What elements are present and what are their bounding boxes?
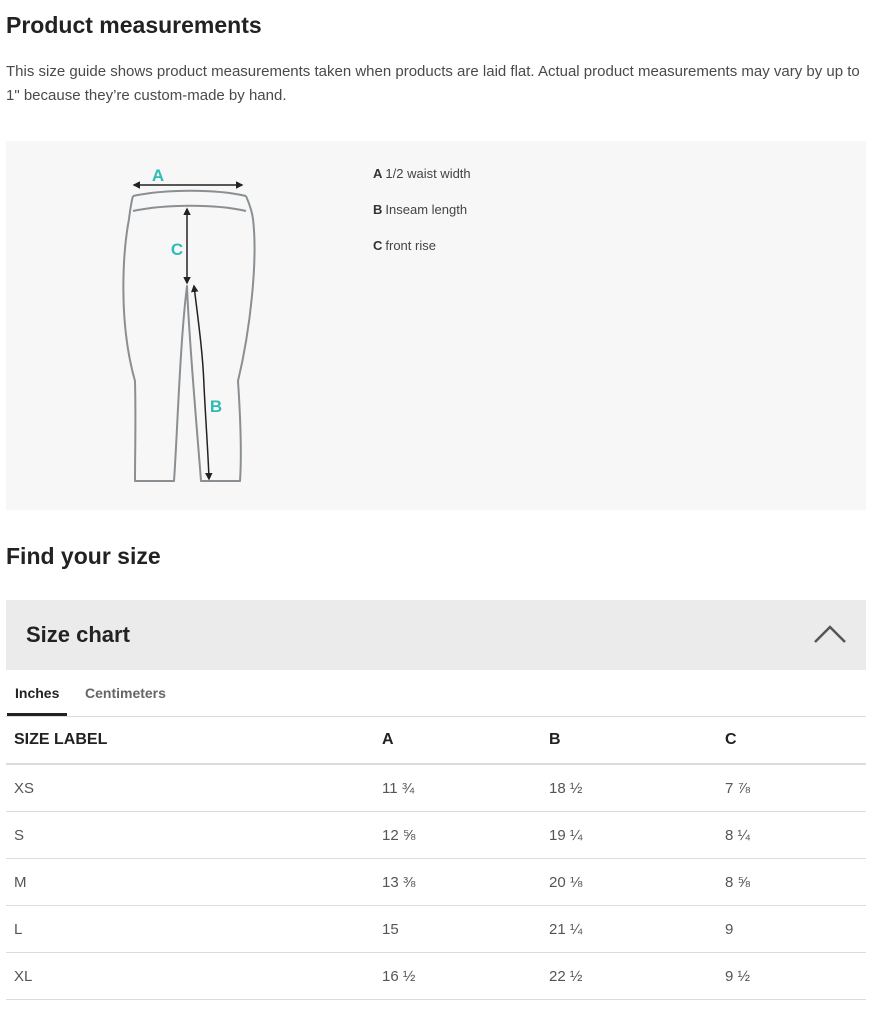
tab-inches[interactable]: Inches: [15, 685, 60, 701]
size-chart-accordion-header[interactable]: [6, 600, 866, 670]
leggings-outline-icon: [6, 141, 366, 510]
cell-c: 7 ⅞: [725, 764, 866, 812]
cell-c: 8 ¼: [725, 812, 866, 859]
find-size-title: Find your size: [6, 543, 161, 569]
table-row: [6, 906, 866, 953]
active-tab-indicator: [7, 713, 67, 716]
table-row: [6, 812, 866, 859]
measurement-legend: [373, 165, 471, 273]
page-title: Product measurements: [6, 12, 262, 38]
cell-c: 8 ⅝: [725, 859, 866, 906]
cell-size: XS: [6, 764, 382, 812]
size-table: [6, 717, 866, 1000]
cell-size: L: [6, 906, 382, 953]
cell-b: 19 ¼: [549, 812, 725, 859]
header-size-label: SIZE LABEL: [6, 717, 382, 764]
cell-b: 22 ½: [549, 953, 725, 1000]
cell-a: 16 ½: [382, 953, 549, 1000]
tab-centimeters[interactable]: Centimeters: [85, 685, 166, 701]
legend-item-b: [373, 201, 471, 237]
cell-c: 9 ½: [725, 953, 866, 1000]
legend-label-b: Inseam length: [385, 202, 468, 217]
cell-size: XL: [6, 953, 382, 1000]
cell-b: 18 ½: [549, 764, 725, 812]
size-chart-title: Size chart: [26, 622, 130, 647]
legend-label-c: front rise: [385, 238, 436, 253]
legend-key-a: A: [373, 166, 383, 181]
label-b: B: [209, 397, 223, 416]
cell-a: 13 ⅜: [382, 859, 549, 906]
intro-text: This size guide shows product measurements taken when products are laid flat. Actual product measurements may vary by up to 1" because they’re custom-made by hand.: [6, 63, 860, 104]
legend-label-a: 1/2 waist width: [385, 166, 471, 181]
cell-b: 21 ¼: [549, 906, 725, 953]
legend-key-c: C: [373, 238, 383, 253]
label-c: C: [170, 240, 184, 259]
legend-item-a: [373, 165, 471, 201]
table-header-row: [6, 717, 866, 764]
header-c: C: [725, 717, 866, 764]
label-a: A: [151, 166, 165, 185]
cell-a: 11 ¾: [382, 764, 549, 812]
table-row: [6, 859, 866, 906]
cell-b: 20 ⅛: [549, 859, 725, 906]
cell-c: 9: [725, 906, 866, 953]
header-a: A: [382, 717, 549, 764]
cell-a: 12 ⅝: [382, 812, 549, 859]
cell-size: M: [6, 859, 382, 906]
table-row: [6, 953, 866, 1000]
unit-tabs: [6, 670, 866, 717]
cell-a: 15: [382, 906, 549, 953]
cell-size: S: [6, 812, 382, 859]
chevron-up-icon[interactable]: [813, 624, 847, 644]
table-row: [6, 764, 866, 812]
header-b: B: [549, 717, 725, 764]
measurement-diagram: [6, 141, 866, 510]
legend-key-b: B: [373, 202, 383, 217]
legend-item-c: [373, 237, 471, 273]
